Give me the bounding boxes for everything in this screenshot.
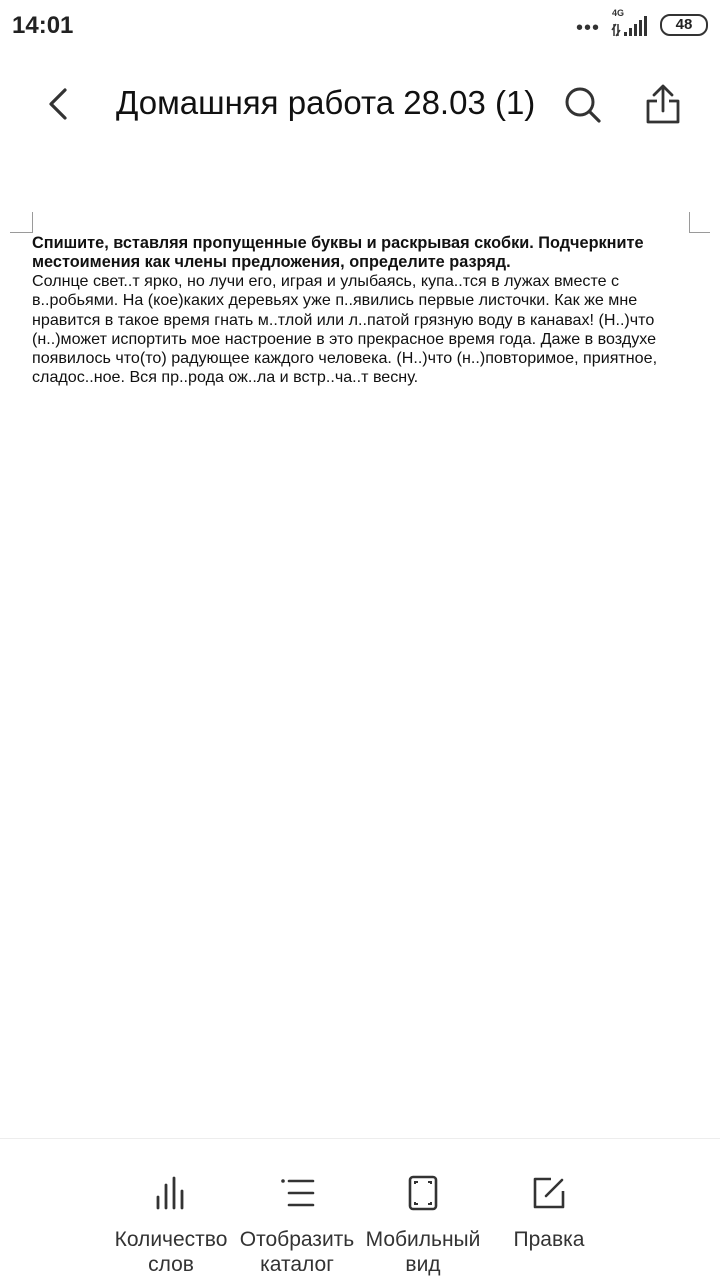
mobile-view-label-line-2: вид — [405, 1253, 441, 1276]
mobile-view-label-line-1: Мобильный — [365, 1228, 481, 1251]
show-catalog-label — [232, 1227, 362, 1277]
search-button[interactable] — [560, 82, 606, 128]
frame-icon — [405, 1175, 441, 1211]
signal-icon — [610, 10, 650, 40]
edit-label: Правка — [513, 1228, 585, 1251]
bar-chart-icon — [153, 1175, 189, 1211]
word-count-label-line-2: слов — [148, 1253, 194, 1276]
page-corner-mark-right — [689, 212, 710, 233]
network-type: 4G — [612, 8, 625, 18]
catalog-label-line-2: каталог — [260, 1253, 334, 1276]
page-corner-mark-left — [10, 212, 33, 233]
mobile-view-label — [358, 1227, 488, 1277]
back-button[interactable] — [36, 82, 80, 126]
catalog-label-line-1: Отобразить — [239, 1228, 355, 1251]
show-catalog-button[interactable] — [232, 1175, 362, 1277]
bottom-toolbar — [0, 1139, 720, 1280]
share-icon — [645, 83, 681, 125]
edit-icon — [531, 1175, 567, 1211]
status-indicators — [576, 10, 708, 40]
share-button[interactable] — [640, 80, 686, 128]
word-count-label — [106, 1227, 236, 1277]
notification-dots: ••• — [575, 16, 600, 39]
document-title: Домашняя работа 28.03 (1) — [116, 84, 536, 121]
task-body: Солнце свет..т ярко, но лучи его, играя и улыбаясь, купа..тся в лужах вместе с в..робьями. На (кое)каких деревьях уже п..явились первые листочки. Как же мне нравится в такое время гнать м..тлой или л..патой грязную воду в канавах! (Н..)что (н..)может испортить мое настроение в это прекрасное время года. Даже в воздухе появилось что(то) радующее каждого человека. (Н..)что (н..)повторимое, приятное, сладос..ное. Вся пр..рода ож..ла и встр..ча..т весну. — [32, 272, 658, 387]
word-count-label-line-1: Количество — [114, 1228, 228, 1251]
battery-indicator: 48 — [660, 14, 708, 36]
status-time: 14:01 — [12, 12, 74, 39]
chevron-left-icon — [45, 86, 71, 122]
mobile-view-button[interactable] — [358, 1175, 488, 1277]
status-bar — [0, 0, 720, 52]
document-content — [32, 234, 692, 388]
app-header — [0, 60, 720, 150]
search-icon — [563, 85, 603, 125]
list-icon — [279, 1175, 315, 1211]
word-count-button[interactable] — [106, 1175, 236, 1277]
edit-button[interactable] — [484, 1175, 614, 1252]
task-heading: Спишите, вставляя пропущенные буквы и раскрывая скобки. Подчеркните местоимения как члены предложения, определите разряд. — [32, 234, 644, 271]
